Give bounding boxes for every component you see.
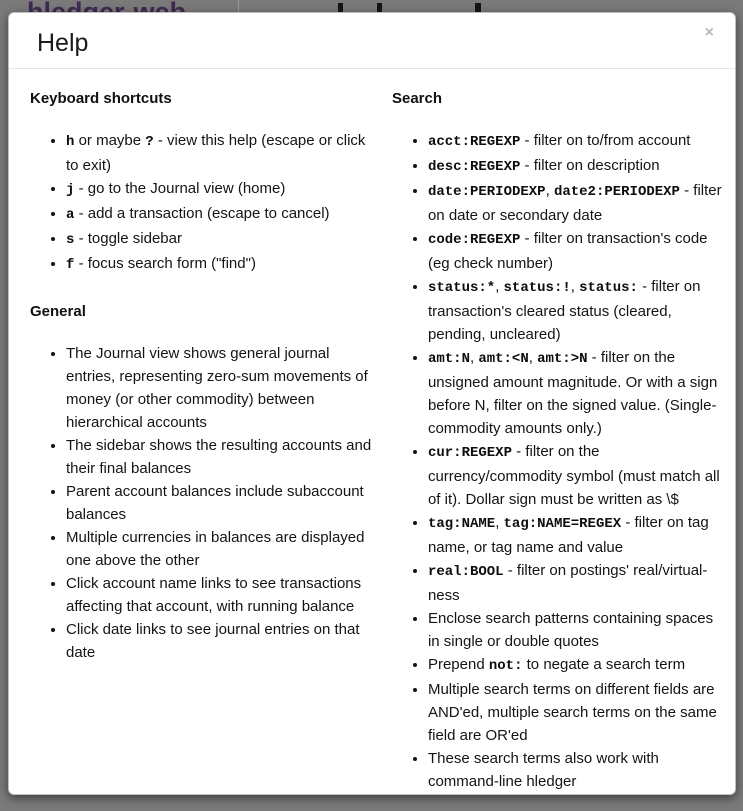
section-list xyxy=(22,129,377,277)
help-section xyxy=(384,90,722,793)
section-list xyxy=(22,342,377,664)
list-item: • Click date links to see journal entries on that date xyxy=(66,618,377,664)
list-item: • Click account name links to see transactions affecting that account, with running balance xyxy=(66,572,377,618)
list-item: • a - add a transaction (escape to cancel) xyxy=(66,202,377,227)
help-left-column xyxy=(22,90,377,793)
search-term-code: amt:<N xyxy=(478,351,529,367)
help-right-column xyxy=(384,90,722,793)
list-item: • Prepend not: to negate a search term xyxy=(428,653,722,678)
list-item: • cur:REGEXP - filter on the currency/commodity symbol (must match all of it). Dollar sign must be written as \$ xyxy=(428,440,722,511)
list-item: • h or maybe ? - view this help (escape or click to exit) xyxy=(66,129,377,177)
help-section xyxy=(22,90,377,277)
search-term-code: not: xyxy=(488,658,523,674)
list-item: • amt:N, amt:<N, amt:>N - filter on the unsigned amount magnitude. Or with a sign before N, filter on the signed value. (Single-commodity amounts only.) xyxy=(428,346,722,440)
search-term-code: date2:PERIODEXP xyxy=(553,184,680,200)
section-heading: General xyxy=(30,303,86,320)
list-item: • j - go to the Journal view (home) xyxy=(66,177,377,202)
list-item: • Parent account balances include subaccount balances xyxy=(66,480,377,526)
list-item: • The Journal view shows general journal entries, representing zero-sum movements of money (or other commodity) between hierarchical accounts xyxy=(66,342,377,434)
help-section xyxy=(22,303,377,664)
search-term-code: date:PERIODEXP xyxy=(427,184,546,200)
list-item: • Multiple currencies in balances are displayed one above the other xyxy=(66,526,377,572)
list-item: • These search terms also work with command-line hledger xyxy=(428,747,722,793)
search-term-code: acct:REGEXP xyxy=(427,134,521,150)
search-term-code: real:BOOL xyxy=(427,564,504,580)
list-item: • tag:NAME, tag:NAME=REGEX - filter on tag name, or tag name and value xyxy=(428,511,722,559)
search-term-code: status:! xyxy=(503,280,571,296)
list-item: • real:BOOL - filter on postings' real/virtual-ness xyxy=(428,559,722,607)
search-term-code: amt:>N xyxy=(537,351,588,367)
search-term-code: ? xyxy=(145,134,154,150)
search-term-code: code:REGEXP xyxy=(427,232,521,248)
search-term-code: cur:REGEXP xyxy=(427,445,512,461)
search-term-code: h xyxy=(66,134,75,150)
list-item: • desc:REGEXP - filter on description xyxy=(428,154,722,179)
help-modal xyxy=(8,12,736,795)
close-icon[interactable]: × xyxy=(704,24,714,41)
search-term-code: tag:NAME xyxy=(427,516,496,532)
section-heading: Keyboard shortcuts xyxy=(30,90,172,107)
section-heading: Search xyxy=(391,90,443,107)
list-item: • acct:REGEXP - filter on to/from account xyxy=(428,129,722,154)
search-term-code: desc:REGEXP xyxy=(427,159,521,175)
list-item: • f - focus search form ("find") xyxy=(66,252,377,277)
search-term-code: f xyxy=(66,257,75,273)
modal-body xyxy=(9,69,735,795)
search-term-code: status: xyxy=(579,280,638,296)
list-item: • status:*, status:!, status: - filter on transaction's cleared status (cleared, pending, uncleared) xyxy=(428,275,722,346)
search-term-code: a xyxy=(66,207,75,223)
modal-header xyxy=(9,13,735,69)
list-item: • date:PERIODEXP, date2:PERIODEXP - filter on date or secondary date xyxy=(428,179,722,227)
search-term-code: tag:NAME=REGEX xyxy=(503,516,622,532)
list-item: • Enclose search patterns containing spaces in single or double quotes xyxy=(428,607,722,653)
modal-title: Help xyxy=(37,29,89,57)
list-item: • Multiple search terms on different fields are AND'ed, multiple search terms on the same field are OR'ed xyxy=(428,678,722,747)
background-page xyxy=(0,0,743,12)
list-item: • code:REGEXP - filter on transaction's code (eg check number) xyxy=(428,227,722,275)
list-item: • The sidebar shows the resulting accounts and their final balances xyxy=(66,434,377,480)
list-item: • s - toggle sidebar xyxy=(66,227,377,252)
search-term-code: amt:N xyxy=(427,351,470,367)
background-column-divider xyxy=(238,0,239,12)
section-list xyxy=(384,129,722,793)
search-term-code: status:* xyxy=(427,280,496,296)
search-term-code: j xyxy=(66,182,75,198)
search-term-code: s xyxy=(66,232,75,248)
